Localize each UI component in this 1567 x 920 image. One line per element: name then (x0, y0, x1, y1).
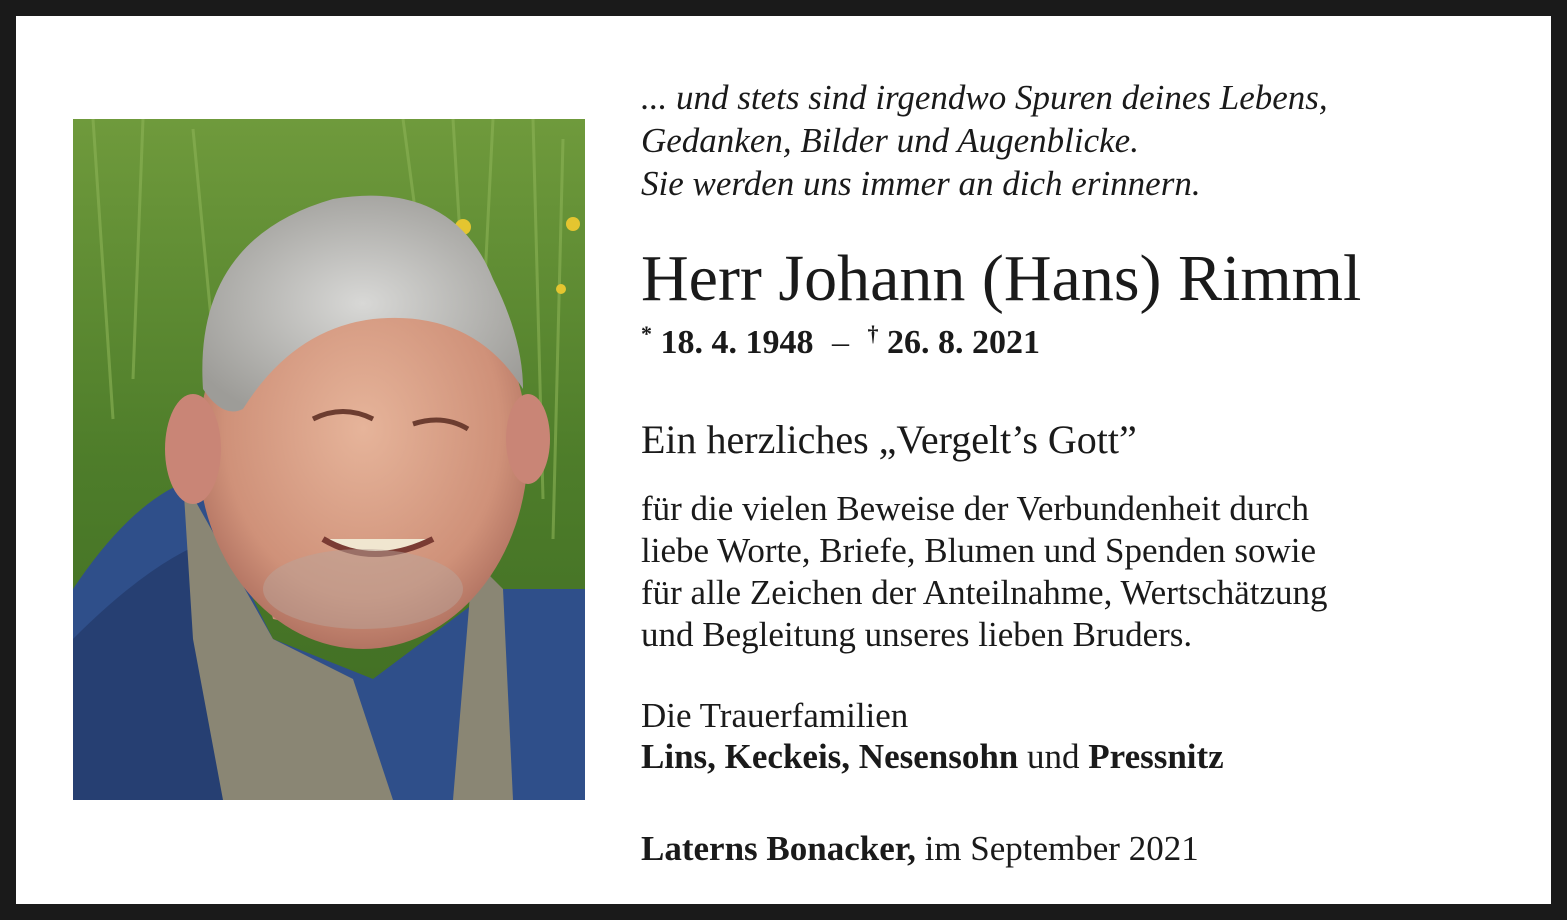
date-separator: – (832, 324, 849, 361)
poem-line: Gedanken, Bilder und Augenblicke. (641, 121, 1139, 160)
place-name: Laterns Bonacker, (641, 829, 916, 868)
body-line: und Begleitung unseres lieben Bruders. (641, 615, 1193, 654)
thanks-heading: Ein herzliches „Vergelt’s Gott” (641, 417, 1137, 462)
poem-line: Sie werden uns immer an dich erinnern. (641, 164, 1201, 203)
body-line: für alle Zeichen der Anteilnahme, Wertschätzung (641, 573, 1328, 612)
family-connector: und (1018, 737, 1089, 776)
place-and-date (641, 829, 1199, 869)
birth-date: 18. 4. 1948 (660, 324, 814, 361)
death-symbol: † (867, 321, 879, 346)
thanks-body (641, 488, 1328, 656)
body-line: liebe Worte, Briefe, Blumen und Spenden sowie (641, 531, 1316, 570)
obituary-text (641, 76, 1541, 868)
deceased-name: Herr Johann (Hans) Rimml (641, 242, 1362, 315)
families-intro: Die Trauerfamilien (641, 696, 909, 735)
death-date: 26. 8. 2021 (887, 324, 1040, 361)
portrait-photo (73, 119, 585, 800)
portrait-photo-image (73, 119, 585, 800)
notice-date: im September 2021 (915, 829, 1199, 868)
poem-line: ... und stets sind irgendwo Spuren deines Lebens, (641, 78, 1328, 117)
birth-symbol: * (641, 321, 652, 346)
families-names (641, 737, 1224, 777)
life-dates (641, 321, 1040, 362)
memorial-poem (641, 76, 1541, 205)
family-names-main: Lins, Keckeis, Nesensohn (641, 737, 1019, 776)
family-name-last: Pressnitz (1088, 737, 1224, 776)
body-line: für die vielen Beweise der Verbundenheit durch (641, 489, 1310, 528)
